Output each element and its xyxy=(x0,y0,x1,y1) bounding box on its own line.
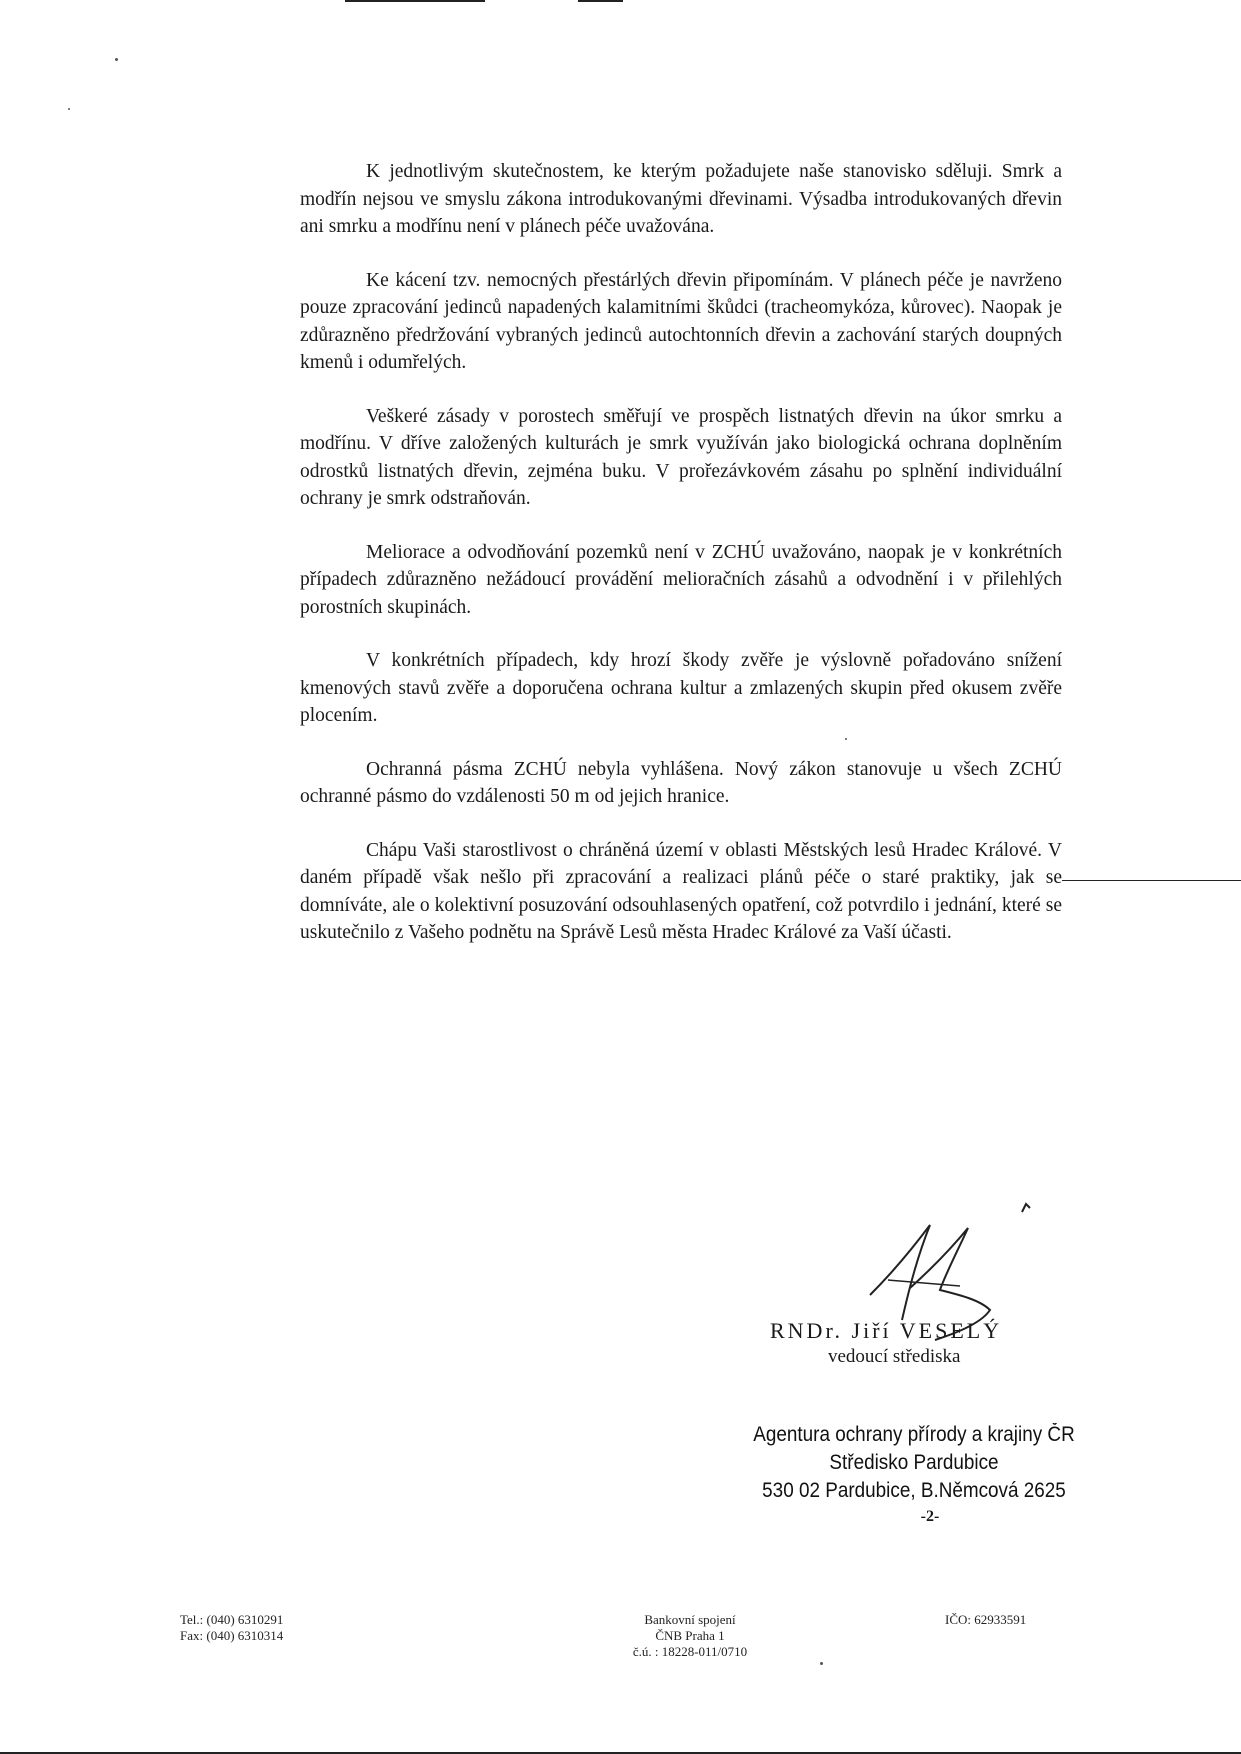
letter-body xyxy=(300,158,1062,973)
footer-contact xyxy=(180,1612,283,1644)
stamp-branch: Středisko Pardubice xyxy=(829,1451,999,1474)
scan-speck xyxy=(820,1662,823,1665)
footer-fax: Fax: (040) 6310314 xyxy=(180,1628,284,1643)
scan-speck xyxy=(68,108,70,110)
scan-artifact-top-right xyxy=(578,0,623,2)
paragraph-game-damage: V konkrétních případech, kdy hrozí škody zvěře je výslovně pořadováno snížení kmenových stavů zvěře a doporučena ochrana kultur a zmlazených skupin před okusem zvěře plocením. xyxy=(300,650,1062,726)
stamp-organization: Agentura ochrany přírody a krajiny ČR xyxy=(753,1423,1075,1446)
signatory-role: vedoucí střediska xyxy=(828,1346,961,1367)
footer-bank-name: ČNB Praha 1 xyxy=(655,1628,725,1643)
signatory-name: RNDr. Jiří VESELÝ xyxy=(770,1318,1003,1343)
scan-artifact-top-left xyxy=(345,0,485,2)
footer-ico-value: IČO: 62933591 xyxy=(945,1612,1027,1627)
paragraph-felling: Ke kácení tzv. nemocných přestárlých dřevin připomínám. V plánech péče je navrženo pouze zpracování jedinců napadených kalamitními škůdci (tracheomykóza, kůrovec). Naopak je zdůrazněno předržování vybraných jedinců autochtonních dřevin a zachování starých doupných kmenů i odumřelých. xyxy=(300,269,1062,373)
stamp-address: 530 02 Pardubice, B.Němcová 2625 xyxy=(762,1479,1066,1502)
scan-speck xyxy=(115,58,118,61)
scan-artifact-right-edge xyxy=(1062,880,1241,881)
organization-stamp xyxy=(752,1421,1076,1505)
paragraph-protection-zones: Ochranná pásma ZCHÚ nebyla vyhlášena. Nový zákon stanovuje u všech ZCHÚ ochranné pásmo do vzdálenosti 50 m od jejich hranice. xyxy=(300,758,1062,807)
footer-ico xyxy=(945,1612,1026,1628)
footer-bank xyxy=(580,1612,800,1660)
paragraph-conclusion: Chápu Vaši starostlivost o chráněná území v oblasti Městských lesů Hradec Králové. V daném případě však nešlo při zpracování a realizaci plánů péče o staré praktiky, jak se domníváte, ale o kolektivní posuzování odsouhlasených opatření, což potvrdilo i jednání, které se uskutečnilo z Vašeho podnětu na Správě Lesů města Hradec Králové za Vaší účasti. xyxy=(300,839,1062,943)
footer-bank-label: Bankovní spojení xyxy=(644,1612,736,1627)
footer-tel: Tel.: (040) 6310291 xyxy=(180,1612,284,1627)
paragraph-introduced-species: K jednotlivým skutečnostem, ke kterým požadujete naše stanovisko sděluji. Smrk a modřín nejsou ve smyslu zákona introdukovanými dřevinami. Výsadba introdukovaných dřevin ani smrku a modřínu není v plánech péče uvažována. xyxy=(300,161,1062,237)
footer-account: č.ú. : 18228-011/0710 xyxy=(632,1644,748,1659)
paragraph-melioration: Meliorace a odvodňování pozemků není v ZCHÚ uvažováno, naopak je v konkrétních případech zdůrazněno nežádoucí provádění melioračních zásahů a odvodnění i v přilehlých porostních skupinách. xyxy=(300,541,1062,618)
page-number: -2- xyxy=(920,1508,940,1525)
paragraph-stand-principles: Veškeré zásady v porostech směřují ve prospěch listnatých dřevin na úkor smrku a modřínu. V dříve založených kulturách je smrk využíván jako biologická ochrana doplněním odrostků listnatých dřevin, zejména buku. V prořezávkovém zásahu po splnění individuální ochrany je smrk odstraňován. xyxy=(300,405,1062,509)
